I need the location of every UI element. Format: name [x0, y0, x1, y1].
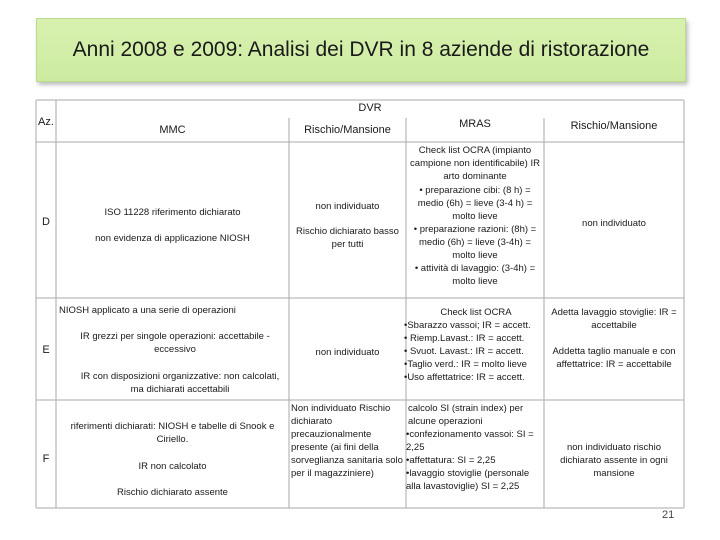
row-e-mmc-3: IR con disposizioni organizzative: non calcolati, ma dichiarati accettabili: [80, 371, 280, 395]
row-e-mras-2: •Sbarazzo vassoi; IR = accett.: [404, 320, 531, 331]
row-d-mras-3: • preparazione razioni: (8h) = medio (6h) = lieve (3-4h) = molto lieve: [413, 224, 537, 261]
row-e-rischio2-2: Addetta taglio manuale e con affettatrice: IR = accettabile: [552, 346, 676, 370]
slide-title: Anni 2008 e 2009: Analisi dei DVR in 8 aziende di ristorazione: [72, 38, 650, 61]
row-e-mras-1: Check list OCRA: [440, 307, 512, 318]
row-e-mmc-1: NIOSH applicato a una serie di operazioni: [59, 305, 236, 316]
row-f-rischio1: Non individuato Rischio dichiarato precauzionalmente presente (ai fini della sorveglianza sanitaria solo per il magazziniere): [291, 403, 403, 479]
header-rischio-mansione-1: Rischio/Mansione: [304, 124, 391, 136]
row-f-mras-3: •affettatura: SI = 2,25: [406, 455, 496, 466]
row-e-rischio2-1: Adetta lavaggio stoviglie: IR = accettabile: [551, 307, 677, 331]
row-f-mmc-3: Rischio dichiarato assente: [117, 487, 228, 498]
row-e-mras-5: •Taglio verd.: IR = molto lieve: [404, 359, 527, 370]
row-f-mras-4: •lavaggio stoviglie (personale alla lavastoviglie) SI = 2,25: [406, 468, 530, 492]
row-d-mmc-1: ISO 11228 riferimento dichiarato: [104, 207, 241, 218]
page-number: 21: [662, 509, 675, 521]
header-mmc: MMC: [159, 124, 186, 136]
header-dvr: DVR: [358, 102, 382, 114]
row-e-az: E: [42, 344, 50, 356]
row-f-mras-2: •confezionamento vassoi: SI = 2,25: [406, 429, 534, 453]
row-d-mras-4: • attività di lavaggio: (3-4h) = molto lieve: [414, 263, 536, 287]
row-f-mmc-2: IR non calcolato: [138, 461, 207, 472]
row-e-mmc-2: IR grezzi per singole operazioni: accettabile - eccessivo: [80, 331, 270, 355]
header-az: Az.: [38, 116, 54, 128]
header-mras: MRAS: [459, 118, 491, 130]
row-d-az: D: [42, 216, 50, 228]
row-d-mmc-2: non evidenza di applicazione NIOSH: [95, 233, 250, 244]
row-e-mras-6: •Uso affettatrice: IR = accett.: [404, 372, 525, 383]
row-e-mras-3: • Riemp.Lavast.: IR = accett.: [404, 333, 525, 344]
row-f-az: F: [42, 453, 50, 465]
row-f-mras-1: calcolo SI (strain index) per alcune operazioni: [408, 403, 524, 427]
row-d-mras-2: • preparazione cibi: (8 h) = medio (6h) = lieve (3-4 h) = molto lieve: [417, 185, 533, 222]
row-f-rischio2: non individuato rischio dichiarato assente in ogni mansione: [560, 442, 668, 479]
row-d-rischio1-1: non individuato: [315, 201, 380, 212]
row-e-mras-4: • Svuot. Lavast.: IR = accett.: [404, 346, 524, 357]
row-d-mras-1: Check list OCRA (impianto campione non identificabile) IR arto dominante: [410, 145, 540, 182]
row-f-mmc-1: riferimenti dichiarati: NIOSH e tabelle di Snook e Ciriello.: [70, 421, 275, 445]
row-e-rischio1: non individuato: [315, 347, 380, 358]
header-rischio-mansione-2: Rischio/Mansione: [570, 120, 658, 132]
row-d-rischio1-2: Rischio dichiarato basso per tutti: [296, 226, 399, 250]
row-d-rischio2: non individuato: [582, 218, 646, 229]
